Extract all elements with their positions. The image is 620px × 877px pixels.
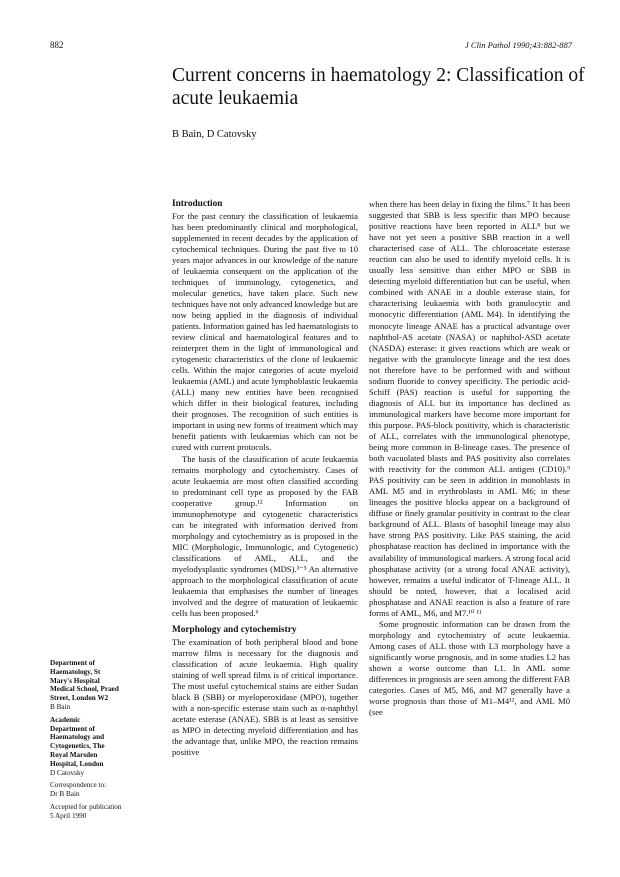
affiliation-line: Street, London W2 bbox=[50, 694, 109, 703]
body-column-left bbox=[172, 199, 358, 758]
body-column-right bbox=[369, 199, 570, 718]
paragraph: Some prognostic information can be drawn from the morphology and cytochemistry of acute leukaemia. Among cases of ALL those with L3 morphology have a significantly worse prognosis, and in some studies L2 has shown a worse outcome than L1. In AML some differences in prognosis are seen among the different FAB categories. Cases of M5, M6, and M7 generally have a worse prognosis than those of M1–M4¹², and AML M0 (see bbox=[369, 618, 570, 718]
accepted-date bbox=[50, 803, 162, 821]
affiliation-line: Hospital, London bbox=[50, 759, 104, 768]
article-title: Current concerns in haematology 2: Classification of acute leukaemia bbox=[172, 65, 585, 109]
affiliation-author: B Bain bbox=[50, 702, 71, 711]
correspondence-label: Correspondence to: bbox=[50, 781, 107, 790]
affiliation-line: Cytogenetics, The bbox=[50, 742, 105, 751]
affiliation-line: Haematology and bbox=[50, 733, 105, 742]
affiliations-sidebar bbox=[50, 659, 162, 825]
paragraph: The basis of the classification of acute leukaemia remains morphology and cytochemistry. Cases of acute leukaemia are most often classified according to predominant cell type as proposed by the FAB cooperative group.¹² Information on immunophenotype and cytogenetic characteristics can be integrated with information derived from morphology and cytochemistry as is proposed in the MIC (Morphologic, Immunologic, and Cytogenetic) classifications of AML, ALL, and the myelodysplastic syndromes (MDS).³⁻⁵ An alternative approach to the morphological classification of acute leukaemia that emphasises the number of lineages involved and the degree of maturation of leukaemic cells has been proposed.⁶ bbox=[172, 453, 358, 619]
affiliation-line: Haematology, St bbox=[50, 667, 101, 676]
section-heading-morphology: Morphology and cytochemistry bbox=[172, 625, 297, 636]
affiliation-author: D Catovsky bbox=[50, 768, 85, 777]
accepted-value: 5 April 1990 bbox=[50, 811, 87, 820]
section-heading-introduction: Introduction bbox=[172, 199, 223, 209]
affiliation-2 bbox=[50, 716, 162, 778]
affiliation-1 bbox=[50, 659, 162, 712]
affiliation-line: Academic bbox=[50, 715, 81, 724]
page-number: 882 bbox=[50, 40, 64, 50]
affiliation-line: Medical School, Praed bbox=[50, 685, 119, 694]
article-authors: B Bain, D Catovsky bbox=[172, 129, 257, 140]
journal-citation: J Clin Pathol 1990;43:882-887 bbox=[465, 40, 572, 50]
correspondence-name: Dr B Bain bbox=[50, 790, 80, 799]
affiliation-line: Mary's Hospital bbox=[50, 676, 100, 685]
affiliation-line: Royal Marsden bbox=[50, 750, 98, 759]
accepted-label: Accepted for publication bbox=[50, 802, 122, 811]
affiliation-line: Department of bbox=[50, 724, 95, 733]
paragraph: The examination of both peripheral blood and bone marrow films is necessary for the diagnosis and classification of acute leukaemia. High quality staining of well spread films is of critical importance. The most useful cytochemical stains are either Sudan black B (SBB) or myeloperoxidase (MPO), together with a non-specific esterase stain such as α-naphthyl acetate esterase (ANAE). SBB is at least as sensitive as MPO in detecting myeloid differentiation and has the advantage that, unlike MPO, the reaction remains positive bbox=[172, 636, 358, 758]
paragraph: For the past century the classification of leukaemia has been predominantly clinical and morphological, supplemented in recent decades by the application of cytochemical techniques. During the past five to 10 years major advances in our knowledge of the nature of leukaemia consequent on the application of the techniques of immunology, cytogenetics, and molecular genetics, have taken place. Such new techniques have not only advanced knowledge but are now being applied in the diagnosis of individual patients. Information gained has led haematologists to review clinical and haematological features and to reinterpret them in the light of immunological and cytogenetic characteristics of the clone of leukaemic cells. Within the major categories of acute myeloid leukaemia (AML) and acute lymphoblastic leukaemia (ALL) many new entities have been recognised which differ in their biological features, including their prognoses. The recognition of such entities is important in using new forms of treatment which may benefit patients with leukaemias which can not be cured with current protocols. bbox=[172, 210, 358, 453]
affiliation-line: Department of bbox=[50, 659, 95, 667]
paragraph: when there has been delay in fixing the films.⁷ It has been suggested that SBB is less specific than MPO because positive reactions have been reported in ALL⁸ but we have not yet seen a positive SBB reaction in a well characterised case of ALL. The chloroacetate esterase reaction can also be used to identify myeloid cells. It is usually less sensitive than either MPO or SBB in detecting myeloid differentiation but can be useful, when combined with ANAE in a double esterase stain, for characterising leukaemia with both granulocytic and monocytic differentiation (AML M4). In identifying the monocyte lineage ANAE has a practical advantage over naphthol-AS acetate (NASA) or naphthol-ASD acetate (NASDA) esterase: it gives reactions which are weak or negative with the granulocyte lineage and the test does not therefore have to be performed with and without sodium fluoride to convey specificity. The periodic acid-Schiff (PAS) reaction is useful for supporting the diagnosis of ALL but its importance has declined as immunological markers have become more important for this purpose. PAS-block positivity, which is characteristic of ALL, correlates with the immunological phenotype, being more common in B-lineage cases. The presence of both vacuolated blasts and PAS positivity also correlates with reactivity for the common ALL antigen (CD10).⁹ PAS positivity can be seen in addition in monoblasts in AML M5 and in erythroblasts in AML M6; in these lineages the positive blocks appear on a background of diffuse or finely granular positivity in contrast to the clear background of ALL. Blasts of basophil lineage may also have strong PAS positivity. Like PAS staining, the acid phosphatase reaction has declined in importance with the availability of immunological markers. A strong focal acid phosphatase activity (or a strong focal ANAE activity), however, remains a useful indicator of T-lineage ALL. It should be noted, however, that a localised acid phosphatase and ANAE reaction is also a feature of rare forms of AML, M6, and M7.¹⁰ ¹¹ bbox=[369, 199, 570, 618]
correspondence bbox=[50, 781, 162, 799]
